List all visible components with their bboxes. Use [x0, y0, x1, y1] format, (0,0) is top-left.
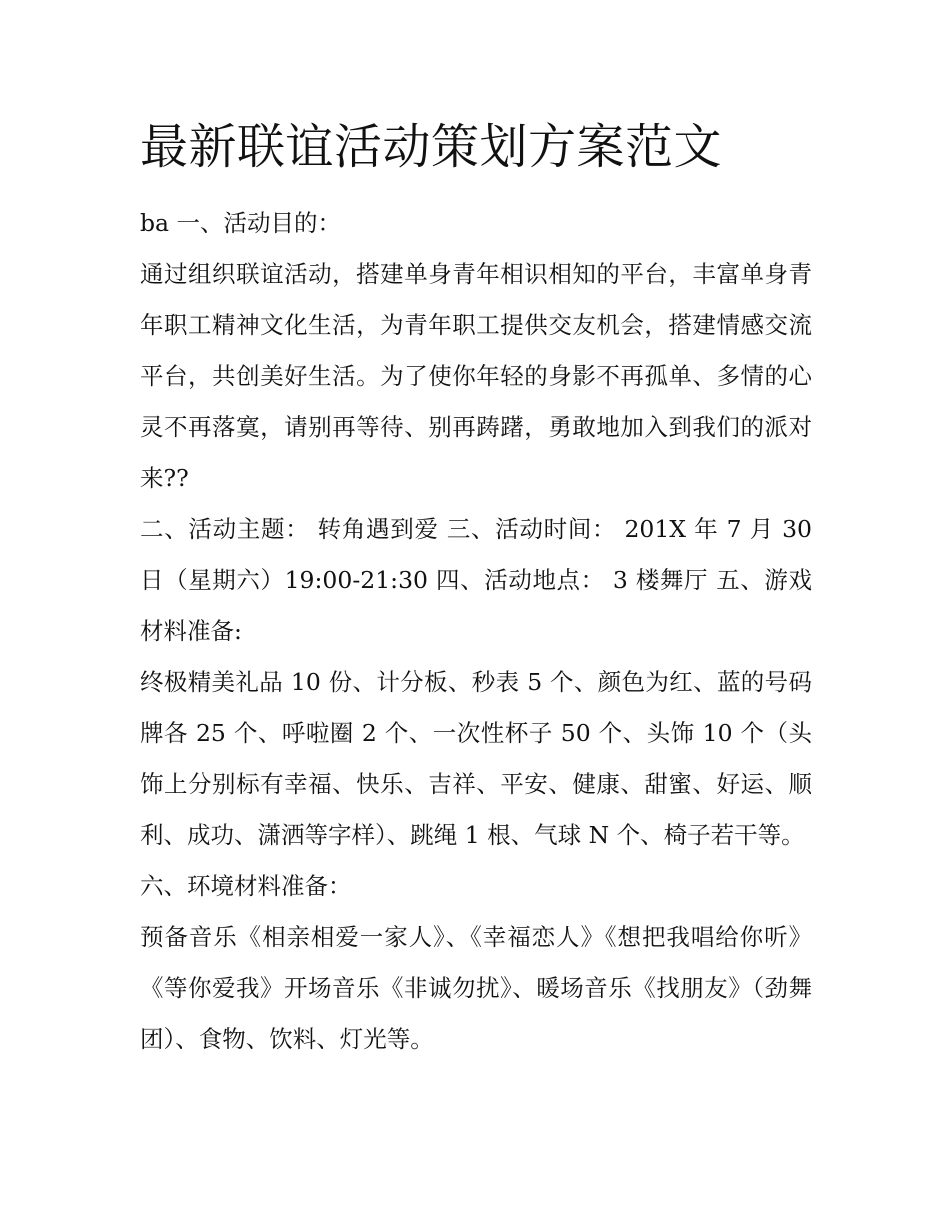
document-body — [140, 112, 812, 1065]
section-heading-environment: 六、环境材料准备： — [140, 872, 352, 900]
title-spacing — [140, 182, 812, 198]
document-title: 最新联谊活动策划方案范文 — [140, 119, 723, 175]
theme-time-location-paragraph: 二、活动主题： 转角遇到爱 三、活动时间： 201X 年 7 月 30 日（星期六）19:00-21:30 四、活动地点： 3 楼舞厅 五、游戏材料准备: — [140, 515, 812, 645]
section-heading-purpose: ba 一、活动目的： — [140, 209, 342, 237]
purpose-paragraph: 通过组织联谊活动，搭建单身青年相识相知的平台，丰富单身青年职工精神文化生活，为青年职工提供交友机会，搭建情感交流平台，共创美好生活。为了使你年轻的身影不再孤单、多情的心灵不再落寞，请别再等待、别再踌躇，勇敢地加入到我们的派对来?? — [140, 260, 812, 492]
environment-materials-paragraph: 预备音乐《相亲相爱一家人》、《幸福恋人》《想把我唱给你听》《等你爱我》开场音乐《非诚勿扰》、暖场音乐《找朋友》（劲舞团）、食物、饮料、灯光等。 — [140, 923, 812, 1053]
game-materials-paragraph: 终极精美礼品 10 份、计分板、秒表 5 个、颜色为红、蓝的号码牌各 25 个、呼啦圈 2 个、一次性杯子 50 个、头饰 10 个（头饰上分别标有幸福、快乐、吉祥、平安、健康、甜蜜、好运、顺利、成功、潇洒等字样）、跳绳 1 根、气球 N 个、椅子若干等。 — [140, 668, 812, 849]
